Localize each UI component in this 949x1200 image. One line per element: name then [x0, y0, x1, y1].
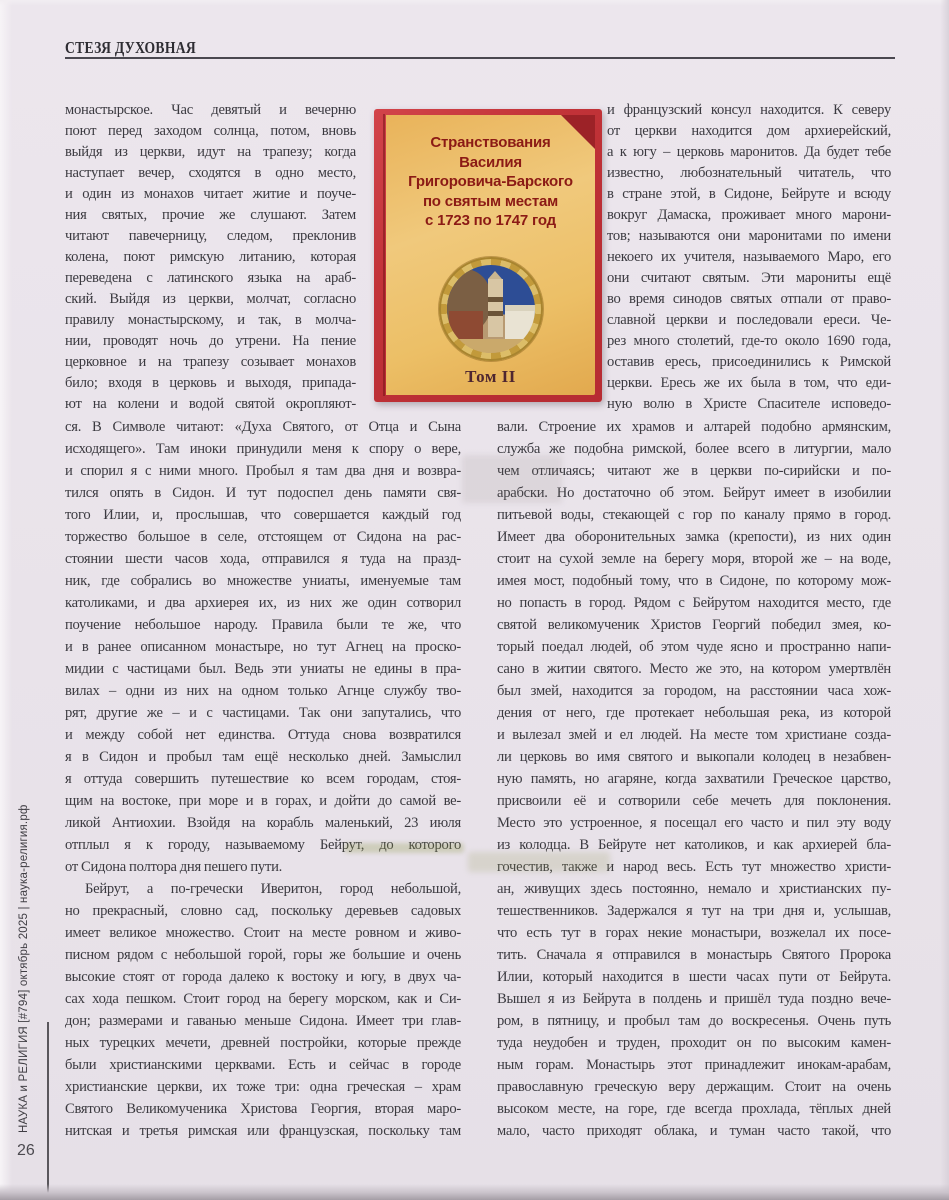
- text-line: дон; размерами и гаванью меньше Сидона. Имеет три глав-: [65, 1013, 461, 1029]
- header-rule: [65, 57, 895, 59]
- text-line: нитская и третья римская или французская, поскольку там: [65, 1123, 461, 1139]
- text-line: чем отличаясь; читают же в церкви по-сирийски и по-: [497, 463, 891, 479]
- medallion-ground: [447, 339, 535, 353]
- text-line: служба же подобна римской, более всего в литургии, мало: [497, 441, 891, 457]
- text-line: вилах – одни из них на одном только Агнце службу тво-: [65, 683, 461, 699]
- text-line: сано в житии святого. Место же это, на котором умертвлён: [497, 661, 891, 677]
- medallion-building-right: [505, 305, 535, 339]
- text-line: и в ранее описанном монастыре, но тут Агнец на проско-: [65, 639, 461, 655]
- text-line: мало, часто приходят облака, и туман часто такой, что: [497, 1123, 891, 1139]
- text-line: монастырское. Час девятый и вечерню: [65, 102, 356, 118]
- text-line: и спорил я с ними много. Пробыл я там два дня и возвра-: [65, 463, 461, 479]
- text-line: било; входя в церковь и выходя, припада-: [65, 375, 356, 391]
- text-line: некоего их учителя, называемого Маро, его: [607, 249, 891, 265]
- text-line: тить. Сначала я отправился в монастырь Святого Пророка: [497, 947, 891, 963]
- text-line: дения от него, где протекает небольшая река, из которой: [497, 705, 891, 721]
- text-line: я оттуда совершить путешествие ко всем городам, стоя-: [65, 771, 461, 787]
- text-line: и между собой нет единства. Оттуда снова возвратился: [65, 727, 461, 743]
- text-line: ную память, но агаряне, когда захватили Греческое царство,: [497, 771, 891, 787]
- text-line: Григоровича-Барского: [408, 173, 573, 190]
- book-cover-title: [392, 133, 589, 231]
- text-line: ан, живущих здесь постоянно, немало и христианских пу-: [497, 881, 891, 897]
- text-line: гочестив, также и народ весь. Есть тут множество христи-: [497, 859, 891, 875]
- text-line: во время синодов святых отпали от право-: [607, 291, 891, 307]
- page-number: 26: [17, 1142, 35, 1159]
- text-line: от церкви находится дом архиерейский,: [607, 123, 891, 139]
- text-line: а к югу – церковь маронитов. Да будет тебе: [607, 144, 891, 160]
- text-line: ник, где собрались во множестве униаты, именуемые там: [65, 573, 461, 589]
- text-line: от Сидона полтора дня пешего пути.: [65, 859, 283, 875]
- text-line: ют на колени и водой святой окропляют-: [65, 396, 356, 412]
- text-line: ликой Антиохии. Взойдя на корабль маленький, 23 июля: [65, 815, 461, 831]
- text-line: колена, поют римскую литанию, которая: [65, 249, 356, 265]
- text-line: католиками, и два архиерея их, из них же один сотворил: [65, 595, 461, 611]
- text-line: по святым местам: [422, 192, 559, 210]
- text-line: Святого Великомученика Христова Георгия, вторая маро-: [65, 1101, 461, 1117]
- book-spine-crease: [383, 114, 385, 396]
- text-line: ли церковь во имя святого и выкопали колодец в незабвен-: [497, 749, 891, 765]
- page-edge-left: [0, 0, 12, 1200]
- text-line: Вышел я из Бейрута в полдень и пришёл туда поздно вече-: [497, 991, 891, 1007]
- text-line: стоянии шести часов хода, отправился я туда на празд-: [65, 551, 461, 567]
- text-line: торжество большое в селе, отстоящем от Сидона на рас-: [65, 529, 461, 545]
- text-line: нии, проводят ночь до утрени. На пение: [65, 333, 356, 349]
- text-line: наступает вечер, сходятся в одно место,: [65, 165, 356, 181]
- book-cover-medallion-wreath: [439, 257, 543, 361]
- text-line: в стране этой, в Сидоне, Бейруте и всюду: [607, 186, 891, 202]
- text-line: отплыл я к городу, называемому Бейрут, до которого: [65, 837, 461, 853]
- page-edge-bottom: [0, 1184, 949, 1200]
- text-line: торый поедал людей, об этом чуде ясно и пространно напи-: [497, 639, 891, 655]
- text-line: и французский консул находится. К северу: [607, 102, 891, 118]
- text-line: вали. Строение их храмов и алтарей подобно армянским,: [497, 419, 891, 435]
- book-cover-medallion-monastery-illustration: [447, 265, 535, 353]
- text-line: стоит на сухой земле на берегу моря, второй же – на воде,: [497, 551, 891, 567]
- body-text-column-top-left: [65, 100, 356, 415]
- text-line: Имеет два оборонительных замка (крепости), из них один: [497, 529, 891, 545]
- text-line: славной церкви и последовали ереси. Че-: [607, 312, 891, 328]
- text-line: и один из монахов читает житие и поуче-: [65, 186, 356, 202]
- medallion-building-left: [449, 311, 483, 341]
- text-line: ся. В Символе читают: «Духа Святого, от Отца и Сына: [65, 419, 461, 435]
- text-line: присвоили её и сотворили себе мечеть для поклонения.: [497, 793, 891, 809]
- text-line: писном рядом с небольшой горой, горы же большие и очень: [65, 947, 461, 963]
- body-text-column-bottom-right: [497, 416, 891, 1142]
- text-line: и вылезал змей и ел людей. На месте том христиане созда-: [497, 727, 891, 743]
- page-edge-right: [940, 0, 949, 1200]
- text-line: святой великомученик Христов Георгий победил змея, ко-: [497, 617, 891, 633]
- text-line: ский. Выйдя из церкви, молчат, согласно: [65, 291, 356, 307]
- text-line: тешественников. Задержался я тут на три дня и, услышав,: [497, 903, 891, 919]
- text-line: щим на востоке, при море и в горах, и дойти до самой ве-: [65, 793, 461, 809]
- text-line: правилу монастырскому, и так, в молча-: [65, 312, 356, 328]
- text-line: переведена с латинского языка на араб-: [65, 270, 356, 286]
- text-line: мидии с частицами был. Ведь эти униаты не едины в пра-: [65, 661, 461, 677]
- text-line: с 1723 по 1747 год: [425, 212, 556, 229]
- text-line: поют перед заходом солнца, потом, вновь: [65, 123, 356, 139]
- text-line: вокруг Дамаска, проживает много марони-: [607, 207, 891, 223]
- text-line: Илии, который находится в шести часах пути от Бейрута.: [497, 969, 891, 985]
- magazine-imprint-vertical: НАУКА и РЕЛИГИЯ [#794] октябрь 2025 | наука-религия.рф: [18, 804, 30, 1133]
- text-line: высокие стоят от города далеко к востоку и югу, в двух ча-: [65, 969, 461, 985]
- text-line: я в Сидон и пробыл там ещё несколько дней. Замыслил: [65, 749, 461, 765]
- text-line: что есть тут в горах некие монастыри, возжелал их посе-: [497, 925, 891, 941]
- text-line: выйдя из церкви, идут на трапезу; когда: [65, 144, 356, 160]
- text-line: они считают святым. Эти марониты ещё: [607, 270, 891, 286]
- text-line: православную греческую веру держащим. Стоит на очень: [497, 1079, 891, 1095]
- text-line: оставив ересь, присоединились к Римской: [607, 354, 891, 370]
- text-line: того Илии, и, прослышав, что совершается каждый год: [65, 507, 461, 523]
- text-line: ния святых, прочие же слушают. Затем: [65, 207, 356, 223]
- text-line: имеет великое множество. Стоит на месте ровном и живо-: [65, 925, 461, 941]
- text-line: читают павечерницу, следом, преклонив: [65, 228, 356, 244]
- text-line: Странствования: [430, 134, 551, 151]
- text-line: были христианскими церквами. Есть и сейчас в городе: [65, 1057, 461, 1073]
- text-line: но прекрасный, словно сад, поскольку деревьев садовых: [65, 903, 461, 919]
- book-cover-image: [374, 109, 602, 402]
- text-line: христианские церкви, их тоже три: одна греческая – храм: [65, 1079, 461, 1095]
- text-line: высоком месте, на горе, где всегда прохлада, тёплых дней: [497, 1101, 891, 1117]
- text-line: рез много столетий, где-то около 1690 года,: [607, 333, 891, 349]
- text-line: ром, в пятницу, и пробыл там до воскресенья. Очень путь: [497, 1013, 891, 1029]
- footer-vertical-rule: [47, 1022, 49, 1194]
- section-header: СТЕЗЯ ДУХОВНАЯ: [65, 38, 196, 57]
- book-corner-decoration: [561, 115, 595, 149]
- text-line: был змей, находится за городом, на расстоянии часа хож-: [497, 683, 891, 699]
- text-line: церковное и на трапезу созывает монахов: [65, 354, 356, 370]
- text-line: Место это устроенное, я посещал его часто и пил эту воду: [497, 815, 891, 831]
- text-line: ным горам. Монастырь этот принадлежит инокам-арабам,: [497, 1057, 891, 1073]
- text-line: церкви. Ересь же их была в том, что еди-: [607, 375, 891, 391]
- page-edge-top: [0, 0, 949, 6]
- text-line: туда неудобен и труден, проходит он по высоким камен-: [497, 1035, 891, 1051]
- text-line: из колодца. В Бейруте нет католиков, и как архиерей бла-: [497, 837, 891, 853]
- body-text-column-top-right: [607, 100, 891, 415]
- text-line: тился опять в Сидон. И тут подоспел день памяти свя-: [65, 485, 461, 501]
- text-line: поучение небольшое народу. Правила были те же, что: [65, 617, 461, 633]
- text-line: исходящего». Там иноки принудили меня к спору о вере,: [65, 441, 461, 457]
- medallion-bell-tower: [488, 279, 503, 337]
- book-volume-label: Том II: [465, 367, 516, 386]
- text-line: ных турецких мечети, древней постройки, которые прежде: [65, 1035, 461, 1051]
- text-line: тов; называются они маронитами по имени: [607, 228, 891, 244]
- text-line: Бейрут, а по-гречески Иверитон, город небольшой,: [85, 881, 461, 897]
- book-cover-face: [386, 115, 595, 395]
- body-text-column-bottom-left: [65, 416, 461, 1142]
- text-line: но попасть в город. Рядом с Бейрутом находится место, где: [497, 595, 891, 611]
- text-line: Василия: [459, 153, 522, 171]
- text-line: арабски. Но достаточно об этом. Бейрут имеет в изобилии: [497, 485, 891, 501]
- text-line: сах хода пешком. Стоит город на берегу морском, как и Си-: [65, 991, 461, 1007]
- text-line: известно, любознательный читатель, что: [607, 165, 891, 181]
- text-line: имея мост, подобный тому, что в Сидоне, по которому мож-: [497, 573, 891, 589]
- text-line: питьевой воды, стекающей с гор по каналу прямо в город.: [497, 507, 891, 523]
- text-line: ную волю в Христе Спасителе исповедо-: [607, 396, 891, 412]
- text-line: рят, другие же – и с частицами. Так они запутались, что: [65, 705, 461, 721]
